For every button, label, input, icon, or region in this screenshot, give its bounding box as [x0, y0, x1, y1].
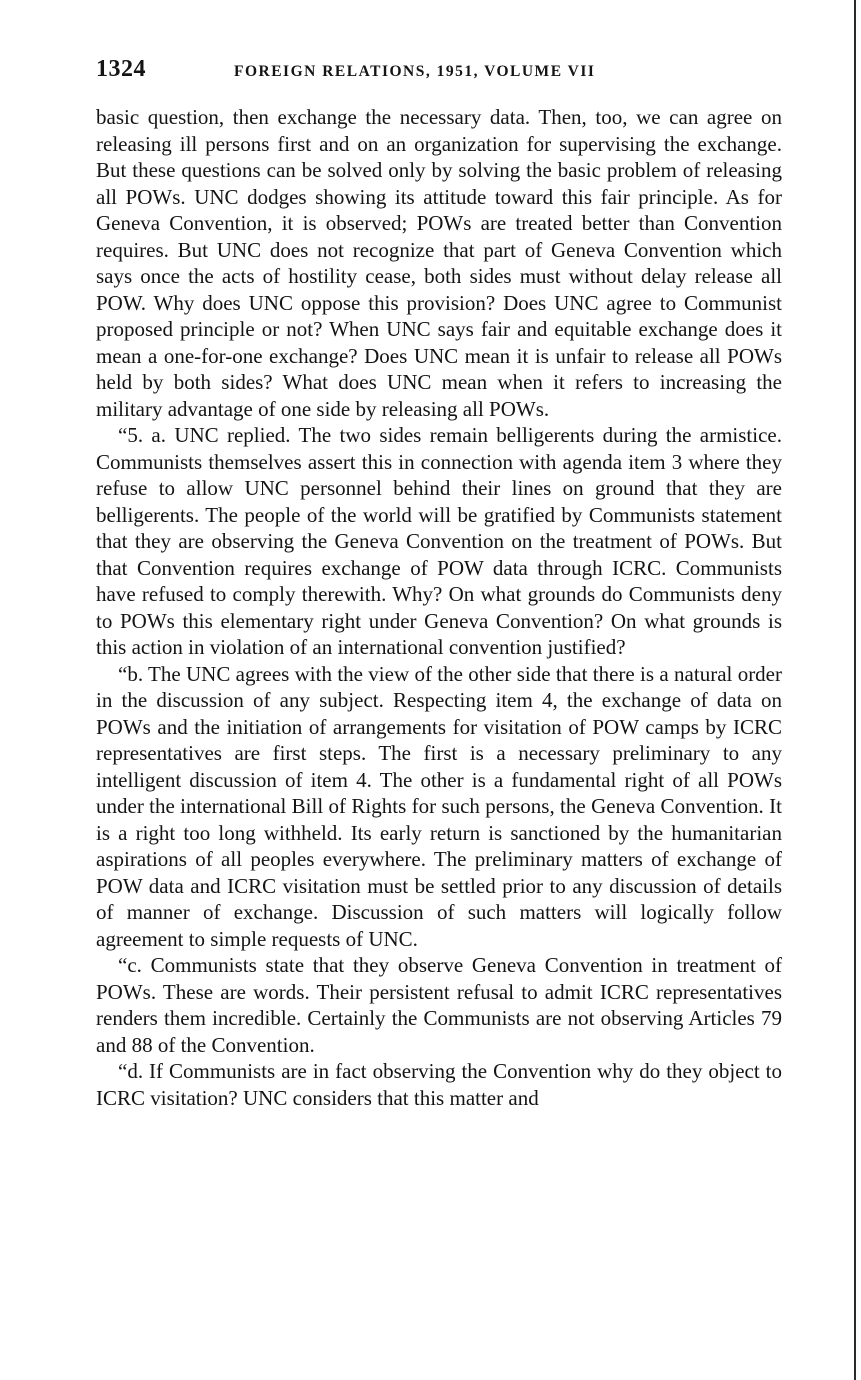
paragraph-5a: “5. a. UNC replied. The two sides remain belligerents during the armistice. Communists themselves assert this in connection with agenda item 3 where they refuse to allow UNC personnel behind their lines on ground that they are belligerents. The people of the world will be gratified by Communists statement that they are observing the Geneva Convention on the treatment of POWs. But that Convention requires exchange of POW data through ICRC. Communists have refused to comply therewith. Why? On what grounds do Communists deny to POWs this elementary right under Geneva Convention? On what grounds is this action in violation of an international convention justified? [96, 423, 782, 659]
paragraph-5b: “b. The UNC agrees with the view of the other side that there is a natural order in the discussion of any subject. Respecting item 4, the exchange of data on POWs and the initiation of arrangements for visitation of POW camps by ICRC representatives are first steps. The first is a necessary preliminary to any intelligent discussion of item 4. The other is a fundamental right of all POWs under the international Bill of Rights for such persons, the Geneva Convention. It is a right too long withheld. Its early return is sanctioned by the humanitarian aspirations of all peoples everywhere. The preliminary matters of exchange of POW data and ICRC visitation must be settled prior to any discussion of details of manner of exchange. Discussion of such matters will logically follow agreement to simple requests of UNC. [96, 661, 782, 951]
paragraph-5d: “d. If Communists are in fact observing the Convention why do they object to ICRC visitation? UNC considers that this matter and [96, 1059, 782, 1110]
paragraph-5c: “c. Communists state that they observe Geneva Convention in treatment of POWs. These are words. Their persistent refusal to admit ICRC representatives renders them incredible. Certainly the Communists are not observing Articles 79 and 88 of the Convention. [96, 953, 782, 1057]
body-text [96, 104, 782, 1111]
page-header [96, 56, 786, 86]
paragraph-continued: basic question, then exchange the necessary data. Then, too, we can agree on releasing ill persons first and on an organization for supervising the exchange. But these questions can be solved only by solving the basic problem of releasing all POWs. UNC dodges showing its attitude toward this fair principle. As for Geneva Convention, it is observed; POWs are treated better than Convention requires. But UNC does not recognize that part of Geneva Convention which says once the acts of hostility cease, both sides must without delay release all POW. Why does UNC oppose this provision? Does UNC agree to Communist proposed principle or not? When UNC says fair and equitable exchange does it mean a one-for-one exchange? Does UNC mean it is unfair to release all POWs held by both sides? What does UNC mean when it refers to increasing the military advantage of one side by releasing all POWs. [96, 105, 782, 421]
page-edge-line [854, 0, 856, 1380]
running-head: FOREIGN RELATIONS, 1951, VOLUME VII [234, 63, 596, 80]
page-number: 1324 [96, 56, 146, 82]
